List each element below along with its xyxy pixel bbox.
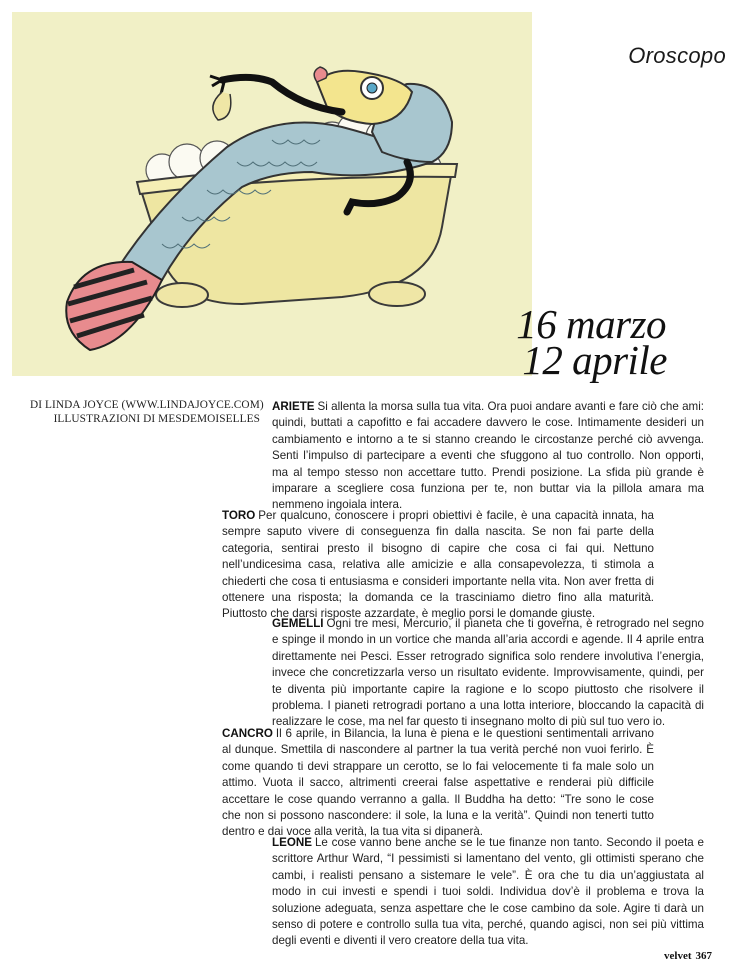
sign-name: TORO (222, 509, 256, 522)
sign-text: Per qualcuno, conoscere i propri obiettivi è facile, è una capacità innata, ha sempre saputo vivere di conseguenza fin dalla nascita. Se non fai parte della categoria, sentirai presto il bisogno di capire che cosa ci fai qui. Nettuno nell’undicesima casa, relativa alle amicizie e alla consapevolezza, ti stimola a chiederti che cosa ti entusiasma e consideri importante nella vita. Non aver fretta di ottenere una risposta; la domanda ce la trasciniamo dietro fino alla maturità. Piuttosto che darsi risposte azzardate, è meglio porsi le domande giuste. (222, 509, 654, 621)
page-number: 367 (695, 950, 712, 962)
date-end: 12 aprile (522, 337, 667, 383)
sign-text: Si allenta la morsa sulla tua vita. Ora puoi andare avanti e fare ciò che ami: quindi, buttati a capofitto e fai accadere davvero le cose. Intimamente desideri un cambiamento e intorno a te si stanno creando le circostanze perché ciò avvenga. Senti l’impulso di partecipare a eventi che sfuggono al tuo controllo. Non opporti, ma al tempo stesso non accettare tutto. Prendi posizione. La sfida più grande è imparare a scegliere cosa funziona per te, non buttar via la pillola amara ma nemmeno ingoiala intera. (272, 400, 704, 512)
author-credit: DI LINDA JOYCE (WWW.LINDAJOYCE.COM) (30, 399, 264, 411)
sign-name: GEMELLI (272, 617, 324, 630)
fish-in-bathtub-illustration (12, 12, 532, 376)
sign-gemelli (272, 616, 704, 731)
sign-ariete (272, 399, 704, 514)
sign-text: Ogni tre mesi, Mercurio, il pianeta che ti governa, è retrogrado nel segno e spinge il mondo in un vortice che manda all’aria accordi e agende. Il 4 aprile entra direttamente nei Pesci. Esser retrogrado significa solo rendere involutiva l’energia, invece che concretizzarla verso un risultato evidente. Improvvisamente, quindi, per te diventa più importante capire la ragione e lo scopo piuttosto che risolvere il problema. I pianeti retrogradi portano a una lotta interiore, bloccando la capacità di realizzare le cose, ma nel far questo ti insegnano molto di più sul tuo vero io. (272, 617, 704, 729)
sign-name: LEONE (272, 836, 312, 849)
sign-name: CANCRO (222, 727, 273, 740)
credits (30, 399, 264, 426)
page-footer (660, 950, 712, 962)
date-start: 16 marzo (516, 301, 666, 347)
illustrator-credit: ILLUSTRAZIONI DI MESDEMOISELLES (53, 412, 260, 425)
sign-toro (222, 508, 654, 623)
magazine-name: velvet (664, 950, 692, 962)
sign-text: Il 6 aprile, in Bilancia, la luna è piena e le questioni sentimentali arrivano al dunque. Smettila di nascondere al partner la tua verità perché non vuoi ferirlo. È come quando ti devi strappare un cerotto, se lo fai velocemente ti fa male solo un attimo. Vuota il sacco, altrimenti creerai false aspettative e renderai più difficile accettare le cose quando verranno a galla. Il Buddha ha detto: “Tre sono le cose che non si possono nascondere: il sole, la luna e la verità”. Quindi non tenerti tutto dentro e dai voce alla verità, la tua vita si dipanerà. (222, 727, 654, 839)
sign-cancro (222, 726, 654, 841)
sign-text: Le cose vanno bene anche se le tue finanze non tanto. Secondo il poeta e scrittore Arthur Ward, “I pessimisti si lamentano del vento, gli ottimisti sperano che cambi, i realisti pensano a sistemare le vele”. È ora che tu dia un’aggiustata al modo in cui investi e spendi i tuoi soldi. Individua dov’è il problema e trova la soluzione adeguata, senza aspettare che le cose cambino da sole. Agire ti darà un senso di potere e controllo sulla tua vita, perché, quando agisci, non sei più vittima degli eventi e diventi il vero creatore della tua vita. (272, 836, 704, 948)
date-range (516, 301, 667, 383)
sign-leone (272, 835, 704, 950)
section-title: Oroscopo (628, 43, 726, 68)
sign-name: ARIETE (272, 400, 315, 413)
